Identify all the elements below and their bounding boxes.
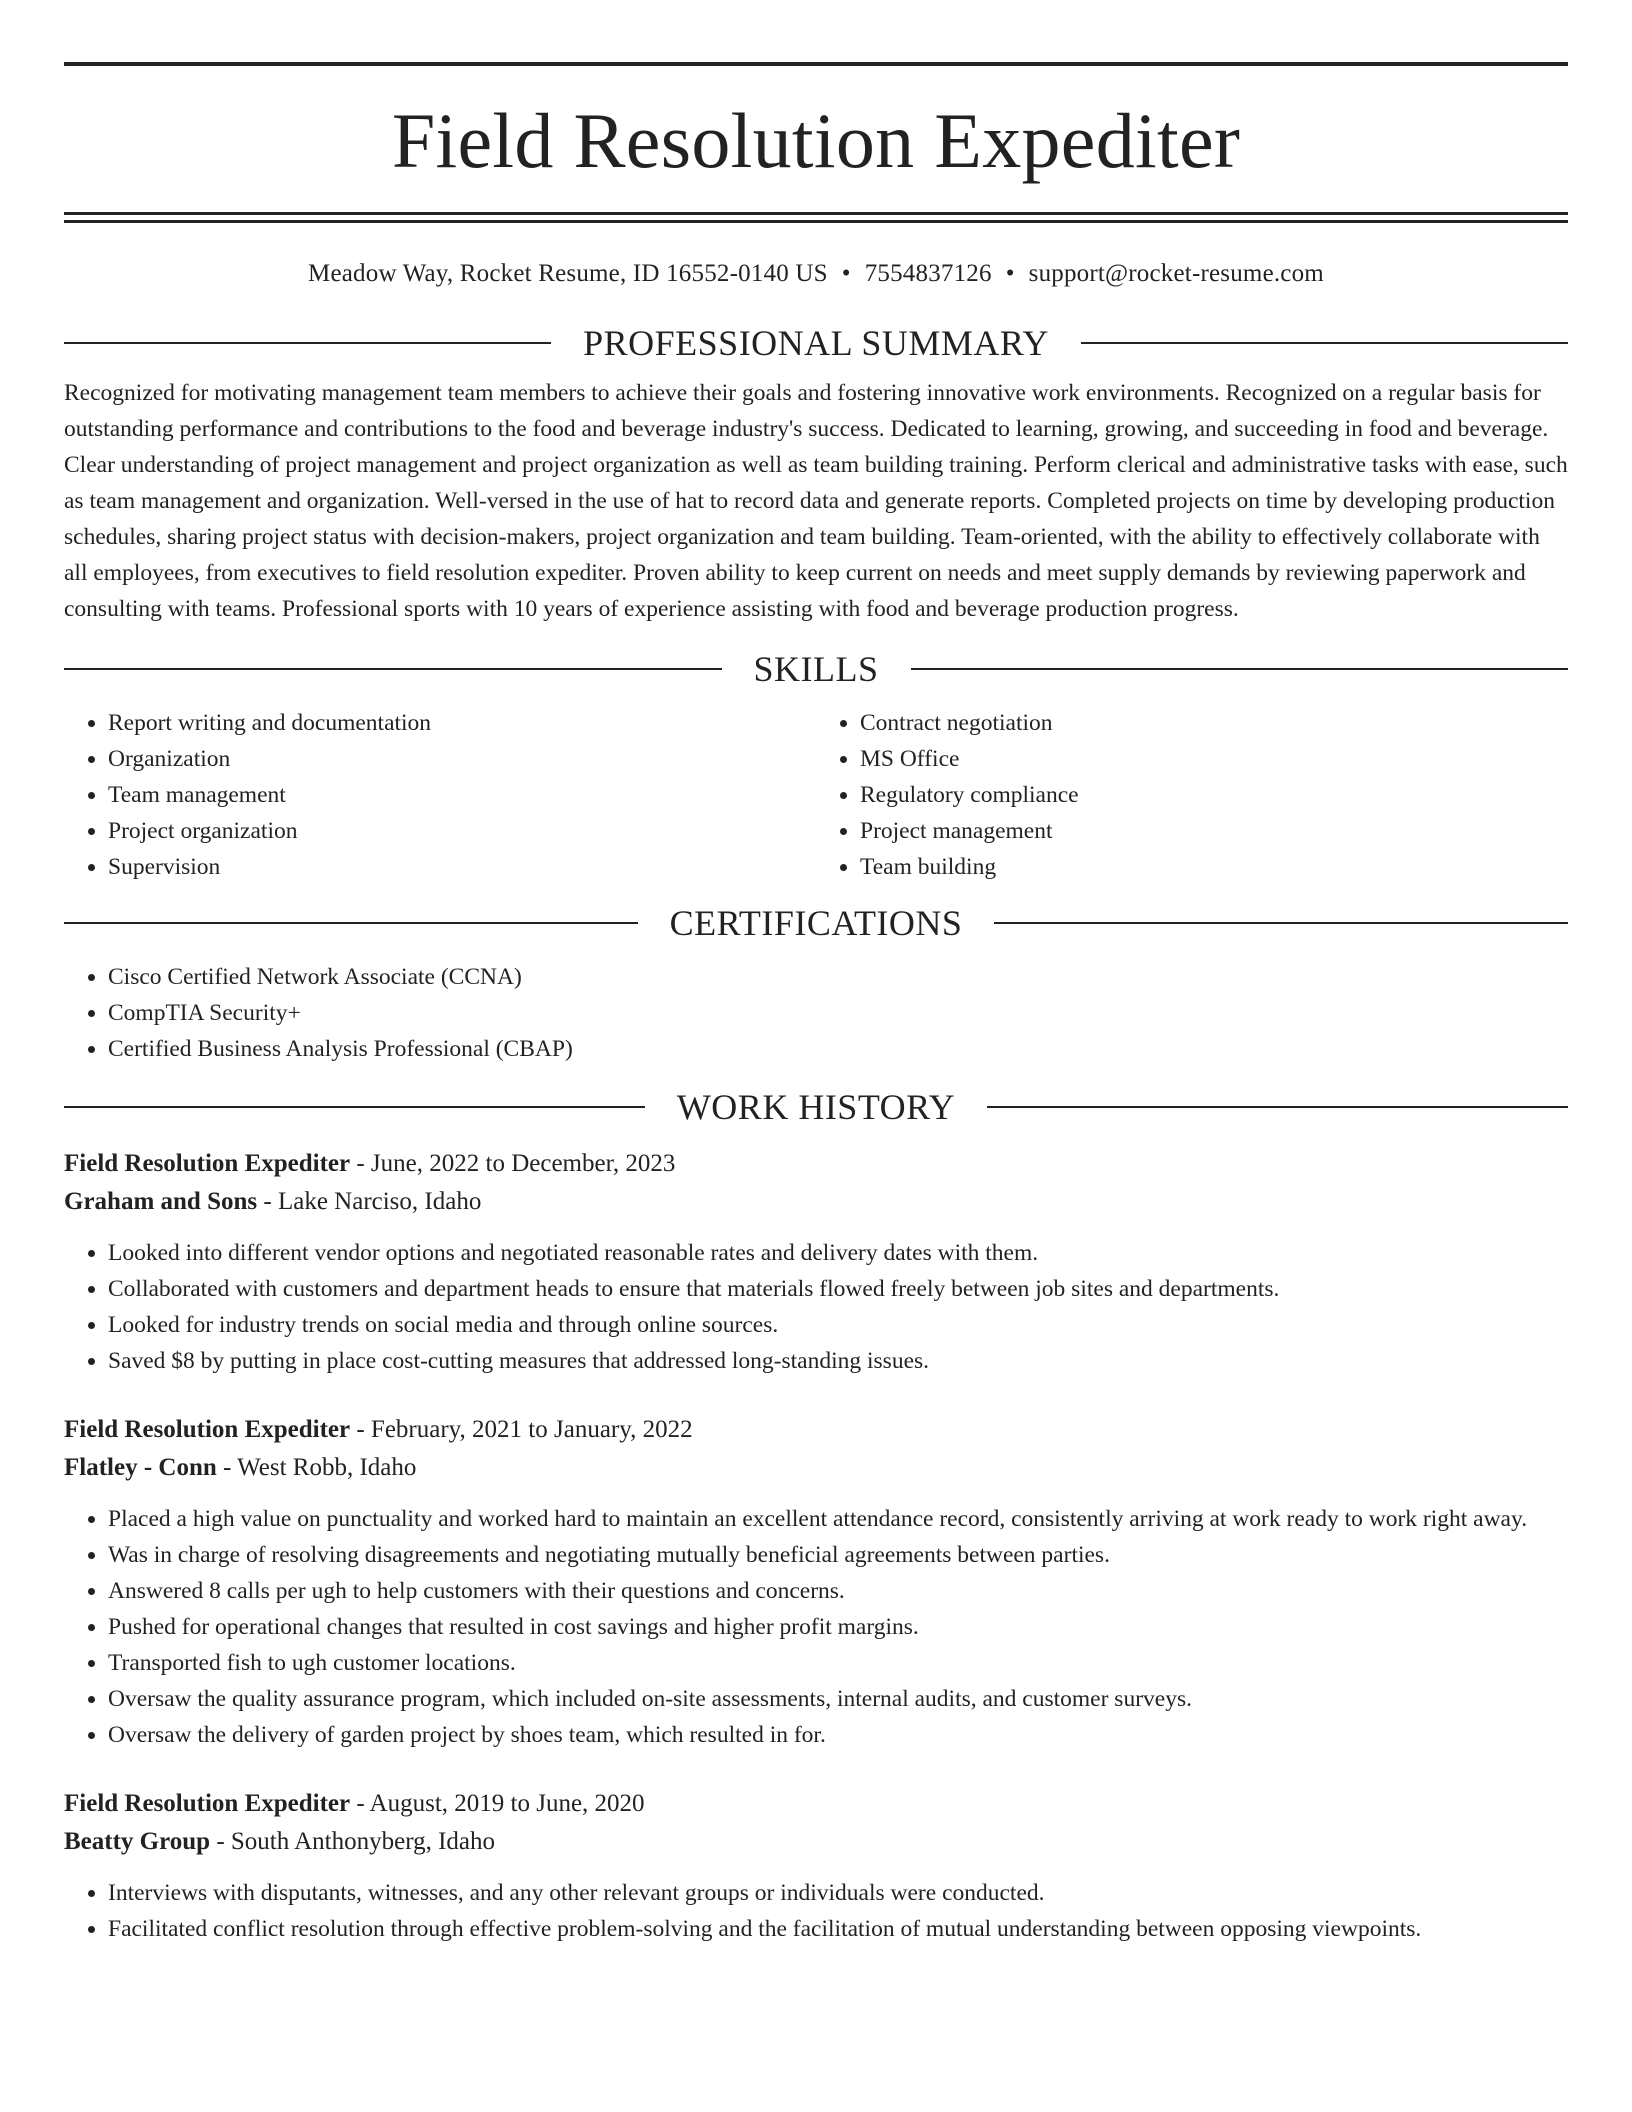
skill-item: • Project management [860, 813, 1568, 849]
job-title: Field Resolution Expediter [64, 1416, 351, 1443]
job-bullet: • Looked into different vendor options and negotiated reasonable rates and delivery dates with them. [108, 1235, 1568, 1271]
job-bullets [64, 1875, 1568, 1947]
contact-email: support@rocket-resume.com [1028, 260, 1324, 287]
heading-rule [64, 668, 722, 670]
heading-rule [64, 922, 638, 924]
skills-column-left [64, 705, 816, 885]
job-entry [64, 1411, 1568, 1753]
heading-rule [64, 1106, 645, 1108]
job-bullet: • Answered 8 calls per ugh to help customers with their questions and concerns. [108, 1573, 1568, 1609]
job-company-line [64, 1449, 1568, 1487]
job-bullet: • Oversaw the quality assurance program, which included on-site assessments, internal audits, and customer surveys. [108, 1681, 1568, 1717]
job-title: Field Resolution Expediter [64, 1150, 351, 1177]
contact-phone: 7554837126 [864, 260, 992, 287]
summary-heading [64, 323, 1568, 363]
contact-address: Meadow Way, Rocket Resume, ID 16552-0140 US [308, 260, 828, 287]
job-bullets [64, 1235, 1568, 1379]
candidate-name: Field Resolution Expediter [391, 97, 1241, 184]
skills-title: SKILLS [753, 649, 879, 689]
job-bullet: • Looked for industry trends on social media and through online sources. [108, 1307, 1568, 1343]
certifications-heading [64, 903, 1568, 943]
job-title-line [64, 1411, 1568, 1449]
skill-item: • Organization [108, 741, 816, 777]
job-company-line [64, 1183, 1568, 1221]
skills-column-right [816, 705, 1568, 885]
summary-text: Recognized for motivating management team members to achieve their goals and fostering innovative work environments. Recognized on a regular basis for outstanding performance and contributions to the food and beverage industry's success. Dedicated to learning, growing, and succeeding in food and beverage. Clear understanding of project management and project organization as well as team building training. Perform clerical and administrative tasks with ease, such as team management and organization. Well-versed in the use of hat to record data and generate reports. Completed projects on time by developing production schedules, sharing project status with decision-makers, project organization and team building. Team-oriented, with the ability to effectively collaborate with all employees, from executives to field resolution expediter. Proven ability to keep current on needs and meet supply demands by reviewing paperwork and consulting with teams. Professional sports with 10 years of experience assisting with food and beverage production progress. [64, 380, 1568, 622]
job-dates: - June, 2022 to December, 2023 [350, 1150, 676, 1177]
job-title: Field Resolution Expediter [64, 1790, 351, 1817]
job-bullet: • Oversaw the delivery of garden project by shoes team, which resulted in for. [108, 1717, 1568, 1753]
certification-item: • Certified Business Analysis Professional (CBAP) [108, 1031, 1568, 1067]
header-double-rule [64, 212, 1568, 223]
job-company: Graham and Sons [64, 1188, 258, 1215]
job-location: - South Anthonyberg, Idaho [210, 1828, 496, 1855]
skill-item: • Regulatory compliance [860, 777, 1568, 813]
contact-separator: • [1005, 260, 1015, 287]
certification-item: • CompTIA Security+ [108, 995, 1568, 1031]
summary-title: PROFESSIONAL SUMMARY [583, 323, 1049, 363]
skill-item: • MS Office [860, 741, 1568, 777]
heading-rule [987, 1106, 1568, 1108]
work-history-title: WORK HISTORY [676, 1087, 956, 1127]
job-bullet: • Facilitated conflict resolution through effective problem-solving and the facilitation of mutual understanding between opposing viewpoints. [108, 1911, 1568, 1947]
work-history-heading [64, 1087, 1568, 1127]
job-company-line [64, 1823, 1568, 1861]
skills-heading [64, 649, 1568, 689]
job-title-line [64, 1785, 1568, 1823]
job-entry [64, 1785, 1568, 1947]
job-bullet: • Saved $8 by putting in place cost-cutting measures that addressed long-standing issues. [108, 1343, 1568, 1379]
job-bullet: • Collaborated with customers and department heads to ensure that materials flowed freely between job sites and departments. [108, 1271, 1568, 1307]
skill-item: • Supervision [108, 849, 816, 885]
job-company: Beatty Group [64, 1828, 211, 1855]
skill-item: • Team management [108, 777, 816, 813]
skill-item: • Team building [860, 849, 1568, 885]
job-bullet: • Pushed for operational changes that resulted in cost savings and higher profit margins. [108, 1609, 1568, 1645]
job-bullet: • Interviews with disputants, witnesses, and any other relevant groups or individuals were conducted. [108, 1875, 1568, 1911]
contact-separator: • [841, 260, 851, 287]
job-dates: - February, 2021 to January, 2022 [350, 1416, 693, 1443]
job-bullet: • Was in charge of resolving disagreements and negotiating mutually beneficial agreements between parties. [108, 1537, 1568, 1573]
skill-item: • Project organization [108, 813, 816, 849]
heading-rule [64, 342, 551, 344]
job-company: Flatley - Conn [64, 1454, 217, 1481]
contact-line [64, 259, 1568, 289]
heading-rule [911, 668, 1569, 670]
job-location: - Lake Narciso, Idaho [257, 1188, 482, 1215]
job-bullet: • Placed a high value on punctuality and worked hard to maintain an excellent attendance record, consistently arriving at work ready to work right away. [108, 1501, 1568, 1537]
certifications-list [64, 959, 1568, 1067]
job-location: - West Robb, Idaho [216, 1454, 417, 1481]
skill-item: • Report writing and documentation [108, 705, 816, 741]
certifications-title: CERTIFICATIONS [669, 903, 963, 943]
job-dates: - August, 2019 to June, 2020 [350, 1790, 645, 1817]
heading-rule [994, 922, 1568, 924]
job-entry [64, 1145, 1568, 1379]
skills-list-right [816, 705, 1568, 885]
certification-item: • Cisco Certified Network Associate (CCNA) [108, 959, 1568, 995]
skill-item: • Contract negotiation [860, 705, 1568, 741]
job-title-line [64, 1145, 1568, 1183]
skills-grid [64, 705, 1568, 885]
heading-rule [1081, 342, 1568, 344]
skills-list-left [64, 705, 816, 885]
job-bullet: • Transported fish to ugh customer locations. [108, 1645, 1568, 1681]
job-bullets [64, 1501, 1568, 1753]
top-rule [64, 62, 1568, 66]
